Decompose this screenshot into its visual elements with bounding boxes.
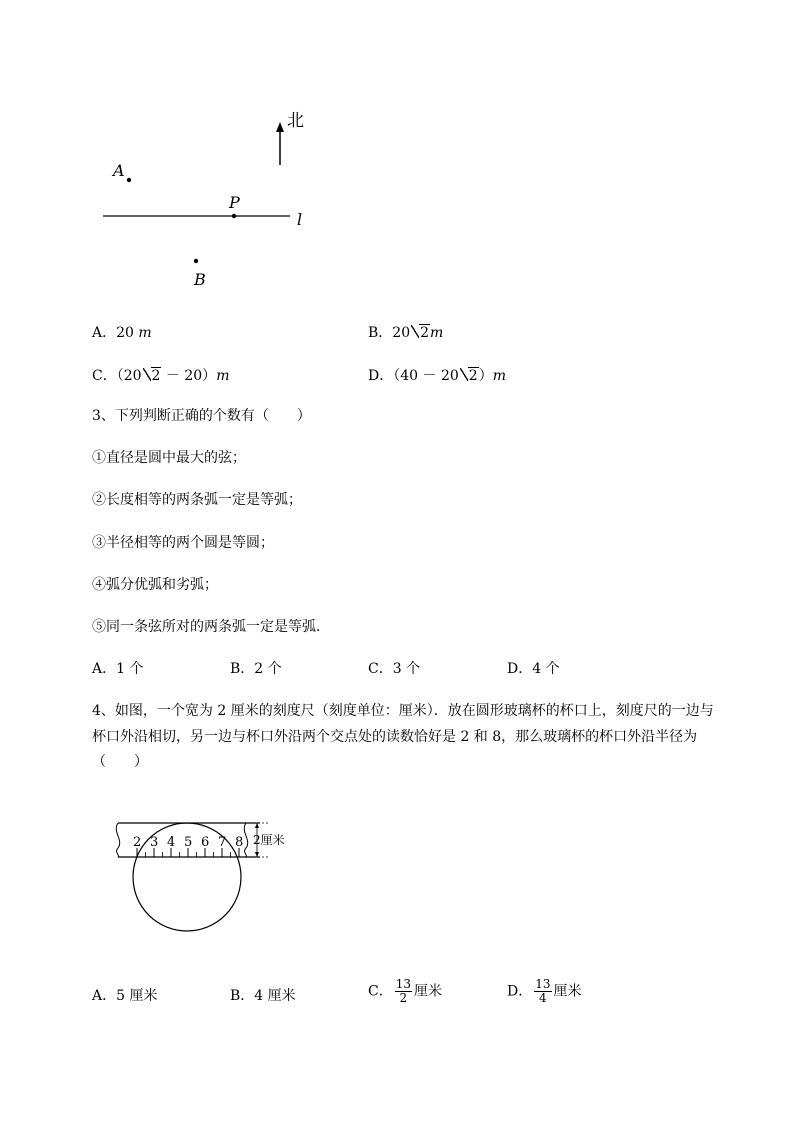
line-l-label: l [297,210,303,229]
ruler-left-break [116,823,119,857]
point-a-dot [127,178,131,182]
q2-option-c-rest: － 20） [161,368,217,384]
ruler-width-label: 2厘米 [253,833,285,847]
point-a-label: A [113,161,125,180]
q2-option-d-radicand: 2 [468,368,478,384]
point-p-label: P [229,193,240,212]
q4-stem-line-3: （ ） [92,754,148,770]
q3-option-d: D．4 个 [507,661,560,677]
q3-option-c: C．3 个 [368,661,421,677]
north-label: 北 [287,111,304,131]
q2-option-d [368,366,506,386]
sqrt-sign [460,366,479,386]
q2-option-d-label: D． [368,368,394,384]
q4-option-c-label: C． [368,983,393,1000]
ruler-ticks [133,835,243,857]
q4-option-a: A．5 厘米 [92,988,158,1004]
q3-statement-2: ②长度相等的两条弧一定是等弧； [92,492,302,508]
ruler-tick-label: 5 [184,835,193,850]
q4-option-b: B．4 厘米 [230,988,296,1004]
ruler-tick-label: 3 [150,835,159,850]
q2-option-a [92,323,152,343]
north-arrow-head [276,122,284,132]
q3-option-a: A．1 个 [92,661,144,677]
q3-statement-4: ④弧分优弧和劣弧； [92,577,218,593]
q2-option-d-open: （40 － 20 [393,368,459,384]
q2-option-a-value: 20 [116,325,134,341]
q3-stem: 3、下列判断正确的个数有（ ） [92,408,311,424]
dimension-arrow-head-bottom [255,852,259,857]
point-p-dot [232,214,236,218]
ruler-tick-label: 7 [218,835,227,850]
point-b-label: B [194,270,206,289]
q2-option-a-label: A． [92,325,117,341]
sqrt-sign [143,366,162,386]
q2-option-b-unit: m [430,325,444,341]
q4-stem-line-1: 4、如图，一个宽为 2 厘米的刻度尺（刻度单位：厘米）．放在圆形玻璃杯的杯口上，刻度尺的一边与 [92,703,714,719]
q2-option-c-open: （20 [116,368,142,384]
q2-option-c-label: C． [92,368,117,384]
q4-option-c-numerator: 13 [395,977,411,991]
ruler-tick-label: 8 [235,835,244,850]
q2-option-c [92,366,229,386]
ruler-circle-figure [110,810,300,935]
ruler-tick-label: 4 [167,835,176,850]
q4-option-c [368,978,442,1005]
fraction [534,978,551,1005]
sqrt-sign [411,323,430,343]
q3-statement-5: ⑤同一条弦所对的两条弧一定是等弧． [92,619,330,635]
ruler-tick-label: 6 [201,835,210,850]
q2-option-b-label: B． [368,325,393,341]
direction-figure [90,100,330,300]
q4-stem-line-2: 杯口外沿相切，另一边与杯口外沿两个交点处的读数恰好是 2 和 8，那么玻璃杯的杯口外沿半径为 [92,729,698,745]
q2-option-c-radicand: 2 [151,368,161,384]
q4-option-d-unit: 厘米 [553,983,582,1000]
q4-option-d-denominator: 4 [539,991,547,1005]
q4-option-d-numerator: 13 [535,977,551,991]
q2-option-b-value: 20 [392,325,411,341]
ruler-tick-label: 2 [133,835,142,850]
q4-option-d-label: D． [507,983,533,1000]
q4-option-c-denominator: 2 [399,991,408,1005]
q2-option-d-unit: m [492,368,506,384]
q2-option-d-close: ） [478,368,493,384]
dimension-arrow-head-top [255,823,259,828]
q4-option-d [507,978,582,1005]
q4-option-c-unit: 厘米 [414,983,442,1000]
q2-option-b [368,323,443,343]
q3-statement-3: ③半径相等的两个圆是等圆； [92,535,274,551]
q3-option-b: B．2 个 [230,661,282,677]
q2-option-b-radicand: 2 [420,325,430,341]
q3-statement-1: ①直径是圆中最大的弦； [92,450,246,466]
q2-option-a-unit: m [138,325,152,341]
point-b-dot [194,259,198,263]
q2-option-c-unit: m [216,368,230,384]
fraction [395,978,412,1005]
ruler-right-break [244,823,247,857]
